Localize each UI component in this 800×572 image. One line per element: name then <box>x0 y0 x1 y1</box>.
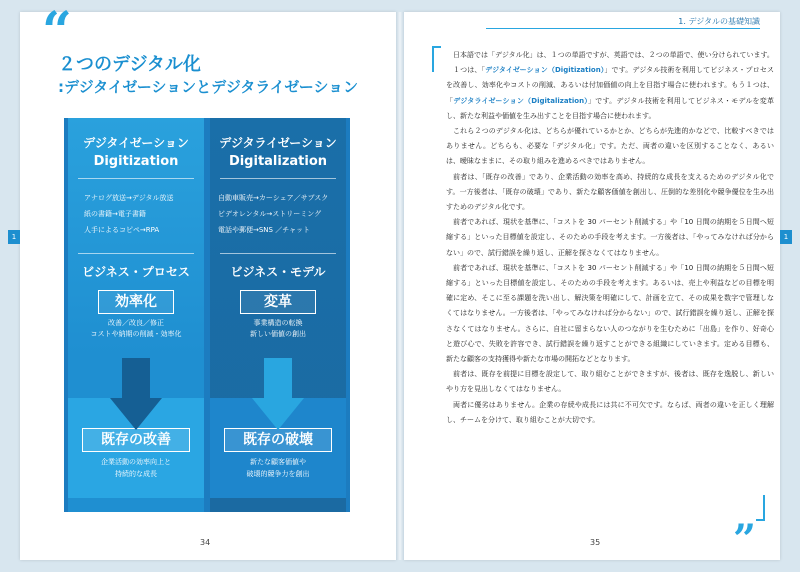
close-quote-mark: ” <box>733 516 757 563</box>
example-item: 電話や郵便→SNS ／チャット <box>218 226 311 234</box>
efficiency-badge: 効率化 <box>98 290 174 314</box>
example-item: 紙の書籍→電子書籍 <box>84 210 146 218</box>
transformation-badge: 変革 <box>240 290 316 314</box>
down-arrow-icon <box>252 358 304 430</box>
digitization-column <box>68 118 204 512</box>
digitalization-column <box>210 118 346 512</box>
paragraph: 日本語では「デジタル化」は、１つの単語ですが、英語では、２つの単語で、使い分けられています。 <box>453 51 774 59</box>
desc-line: 新しい価値の創出 <box>250 330 306 338</box>
digitization-title-jp: デジタイゼーション <box>83 136 189 150</box>
desc-line: 破壊的競争力を創出 <box>246 470 310 478</box>
efficiency-description <box>68 318 204 340</box>
chapter-header: 1. デジタルの基礎知識 <box>678 17 760 26</box>
edge-tab-left: 1 <box>8 230 20 244</box>
paragraph: 両者に優劣はありません。企業の存続や成長には共に不可欠です。ならば、両者の違いを正しく理解し、チームを分けて、取り組むことが大切です。 <box>446 400 774 424</box>
divider <box>220 253 336 254</box>
paragraph: 前者であれば、現状を基準に、「コストを 30 パーセント削減する」や「10 日間の納期を５日間へ短縮する」といった目標値を設定し、そのための手段を考えます。あるいは、売上や利益などの目標を明確に定め、そこに至る課題を洗い出し、解決策を明確にして、計画を立て、その成果を数字で管理しなくてはなりません。一方後者は、「やってみなければ分からない」ので、試行錯誤を繰り返し、正解を探さなくてはなりません。さらに、自社に留まらない人のつながりを生むために「出島」を作り、好奇心と遊び心で、失敗を許容でき、試行錯誤を繰り返すことができる組織にしていきます。定める目標も、新たな顧客の支持獲得や新たな市場の開拓などとなります。 <box>446 263 774 364</box>
desc-line: 改善／改良／修正 <box>108 319 164 327</box>
edge-tab-right: 1 <box>780 230 792 244</box>
page-number-left: 34 <box>200 538 211 547</box>
paragraph: 前者であれば、現状を基準に、「コストを 30 パーセント削減する」や「10 日間の納期を５日間へ短縮する」といった目標値を設定し、そのための手段を考えます。一方後者は、「やってみなければ分からない」ので、試行錯誤を繰り返し、正解を探さなくてはなりません。 <box>446 218 774 257</box>
open-quote-mark: “ <box>42 1 72 62</box>
disruption-description <box>210 456 346 480</box>
book-spine <box>396 12 404 560</box>
desc-line: 企業活動の効率向上と <box>101 458 171 466</box>
divider <box>78 253 194 254</box>
paragraph <box>446 63 774 124</box>
keyword-digitization: デジタイゼーション（Digitization） <box>485 66 605 75</box>
digitization-title-en: Digitization <box>93 154 179 169</box>
desc-line: 新たな顧客価値や <box>250 458 306 466</box>
text-span: 」です。デジタル技術を利用してビジネス・モデルを変革し、新たな利益や価値を生み出すことを目指す場合に使われます。 <box>446 96 774 120</box>
transformation-description <box>210 318 346 340</box>
desc-line: 持続的な成長 <box>115 470 157 478</box>
page-title-line2: :デジタイゼーションとデジタライゼーション <box>58 78 359 96</box>
body-text <box>446 48 774 428</box>
page-title-line1: ２つのデジタル化 <box>58 54 201 75</box>
example-item: ビデオレンタル→ストリーミング <box>218 210 322 218</box>
paragraph: これら２つのデジタル化は、どちらが優れているかとか、どちらが先進的かなどで、比較すべきではありません。どちらも、必要な「デジタル化」です。ただ、両者の違いを区別することなく、あるいは、曖昧なままに、その取り組みを進めるべきではありません。 <box>446 127 774 166</box>
digitalization-title-jp: デジタライゼーション <box>219 136 337 150</box>
business-model-label: ビジネス・モデル <box>230 265 326 279</box>
keyword-digitalization: デジタライゼーション（Digitalization） <box>453 96 589 105</box>
page-number-right: 35 <box>590 538 601 547</box>
digitalization-title-en: Digitalization <box>228 154 328 169</box>
paragraph: 前者は、「既存の改善」であり、企業活動の効率を高め、持続的な成長を支えるためのデジタル化です。一方後者は、「既存の破壊」であり、新たな顧客価値を創出し、圧倒的な差別化や競争優位を生み出すためのデジタル化です。 <box>446 172 774 212</box>
text-span: 」です。デジタル技術を利用してビジネス・プロセスを改善し、効率化やコストの削減、あるいは付加価値の向上を目指す場合に使われます。もう１つは、「 <box>446 66 775 105</box>
header-rule <box>486 28 760 29</box>
comparison-diagram <box>64 118 350 512</box>
divider <box>78 178 194 179</box>
divider <box>220 178 336 179</box>
paragraph: 前者は、既存を前提に目標を設定して、取り組むことができますが、後者は、既存を逸脱し、新しいやり方を見出しなくてはなりません。 <box>446 370 774 394</box>
disruption-badge: 既存の破壊 <box>224 428 332 452</box>
text-span: １つは、「 <box>453 66 486 75</box>
digitization-examples <box>84 190 199 238</box>
digitalization-examples <box>218 190 344 238</box>
example-item: アナログ放送→デジタル放送 <box>84 194 174 202</box>
desc-line: 事業構造の転換 <box>253 319 303 327</box>
business-process-label: ビジネス・プロセス <box>82 265 190 279</box>
example-item: 自動車販売→カーシェア／サブスク <box>218 194 329 202</box>
desc-line: コストや納期の削減・効率化 <box>90 330 182 338</box>
bracket-top-left <box>432 46 441 72</box>
improvement-badge: 既存の改善 <box>82 428 190 452</box>
example-item: 人手によるコピペ→RPA <box>84 226 160 234</box>
improvement-description <box>68 456 204 480</box>
down-arrow-icon <box>110 358 162 430</box>
bracket-bottom-right <box>756 495 765 521</box>
